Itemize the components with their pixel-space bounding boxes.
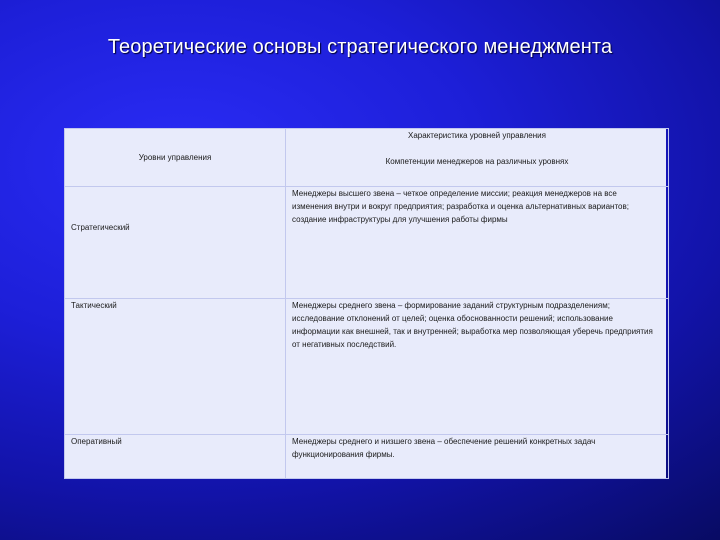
row-description-cell [286,187,669,299]
slide-title: Теоретические основы стратегического менеджмента [107,36,613,58]
row-level-cell [65,299,286,435]
management-levels-table [64,128,666,478]
row-description-text: Менеджеры высшего звена – четкое определение миссии; реакция менеджеров на все изменения внутри и вокруг предприятия; разработка и оценка альтернативных вариантов; создание инфраструктуры для улучшения работы фирмы [292,189,629,224]
row-level-cell [65,435,286,479]
header-levels-cell [65,129,286,187]
row-level-label: Тактический [71,301,117,310]
table-row [65,299,669,435]
header-levels-label: Уровни управления [138,153,212,162]
header-characteristic-cell [286,129,669,187]
row-description-cell [286,299,669,435]
table-row [65,187,669,299]
table-grid [64,128,669,479]
table-header-row [65,129,669,187]
row-description-text: Менеджеры среднего и низшего звена – обеспечение решений конкретных задач функционирования фирмы. [292,437,596,459]
header-competences-label: Компетенции менеджеров на различных уровнях [385,157,569,166]
row-description-text: Менеджеры среднего звена – формирование заданий структурным подразделениям; исследование отклонений от целей; оценка обоснованности решений; использование информации как внешней, так и внутренней; выработка мер позволяющая уберечь предприятия от негативных последствий. [292,301,653,349]
header-characteristic-label: Характеристика уровней управления [408,131,546,140]
row-level-label: Стратегический [71,223,130,232]
row-description-cell [286,435,669,479]
row-level-label: Оперативный [71,437,122,446]
table-row [65,435,669,479]
row-level-cell [65,187,286,299]
